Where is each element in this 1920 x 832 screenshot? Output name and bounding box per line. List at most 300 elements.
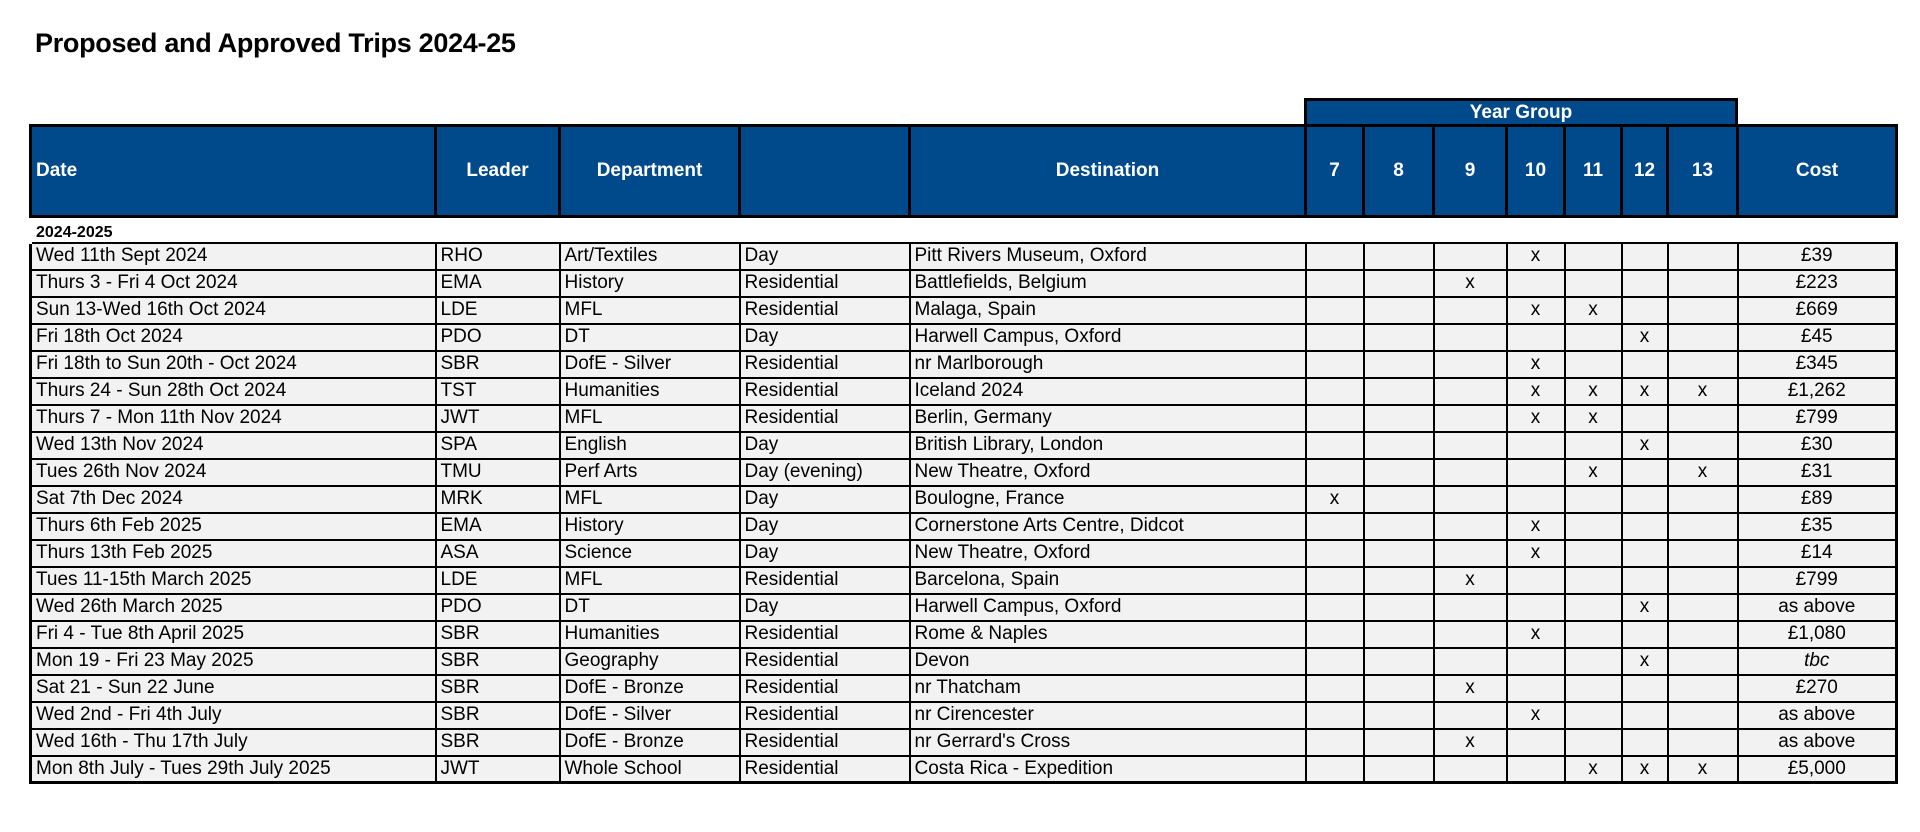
cell-year-8 xyxy=(1364,756,1434,783)
cell-destination: Barcelona, Spain xyxy=(910,567,1306,594)
table-row xyxy=(31,513,1897,540)
cell-year-11 xyxy=(1565,243,1622,270)
cell-year-13 xyxy=(1668,675,1738,702)
cell-type: Residential xyxy=(740,756,910,783)
cell-date: Mon 19 - Fri 23 May 2025 xyxy=(31,648,436,675)
cell-year-9 xyxy=(1434,540,1507,567)
cell-year-7 xyxy=(1306,405,1364,432)
cell-destination: Berlin, Germany xyxy=(910,405,1306,432)
cell-year-12 xyxy=(1622,540,1668,567)
cell-department: History xyxy=(560,270,740,297)
cell-year-10 xyxy=(1507,756,1565,783)
cell-year-10: x xyxy=(1507,702,1565,729)
cell-year-13 xyxy=(1668,324,1738,351)
cell-cost: £669 xyxy=(1738,297,1897,324)
cell-year-11: x xyxy=(1565,459,1622,486)
cell-year-7 xyxy=(1306,459,1364,486)
cell-type: Day xyxy=(740,432,910,459)
section-row xyxy=(31,217,1897,243)
cell-date: Fri 18th Oct 2024 xyxy=(31,324,436,351)
cell-department: MFL xyxy=(560,567,740,594)
cell-year-7 xyxy=(1306,378,1364,405)
cell-date: Wed 11th Sept 2024 xyxy=(31,243,436,270)
cell-date: Fri 4 - Tue 8th April 2025 xyxy=(31,621,436,648)
cell-year-7 xyxy=(1306,594,1364,621)
cell-department: Science xyxy=(560,540,740,567)
cell-type: Residential xyxy=(740,729,910,756)
cell-leader: RHO xyxy=(436,243,560,270)
cell-year-10 xyxy=(1507,594,1565,621)
cell-destination: nr Marlborough xyxy=(910,351,1306,378)
cell-year-8 xyxy=(1364,675,1434,702)
cell-year-12 xyxy=(1622,702,1668,729)
cell-year-11 xyxy=(1565,324,1622,351)
cell-destination: New Theatre, Oxford xyxy=(910,459,1306,486)
cell-year-9 xyxy=(1434,432,1507,459)
cell-type: Day xyxy=(740,243,910,270)
cell-date: Mon 8th July - Tues 29th July 2025 xyxy=(31,756,436,783)
cell-type: Day xyxy=(740,486,910,513)
cell-date: Tues 11-15th March 2025 xyxy=(31,567,436,594)
cell-year-11 xyxy=(1565,729,1622,756)
table-row xyxy=(31,594,1897,621)
cell-year-11 xyxy=(1565,675,1622,702)
cell-year-7 xyxy=(1306,567,1364,594)
cell-year-10 xyxy=(1507,486,1565,513)
cell-year-12 xyxy=(1622,675,1668,702)
cell-destination: Malaga, Spain xyxy=(910,297,1306,324)
cell-year-11 xyxy=(1565,486,1622,513)
cell-year-13 xyxy=(1668,351,1738,378)
cell-year-12: x xyxy=(1622,324,1668,351)
page-title: Proposed and Approved Trips 2024-25 xyxy=(35,28,516,58)
cell-date: Wed 2nd - Fri 4th July xyxy=(31,702,436,729)
cell-year-9 xyxy=(1434,324,1507,351)
cell-year-11 xyxy=(1565,540,1622,567)
cell-department: Art/Textiles xyxy=(560,243,740,270)
cell-year-13 xyxy=(1668,594,1738,621)
cell-year-11 xyxy=(1565,648,1622,675)
cell-year-13 xyxy=(1668,729,1738,756)
col-header-year-7: 7 xyxy=(1306,126,1364,217)
cell-year-12: x xyxy=(1622,594,1668,621)
cell-year-11: x xyxy=(1565,378,1622,405)
cell-year-13 xyxy=(1668,243,1738,270)
cell-date: Thurs 24 - Sun 28th Oct 2024 xyxy=(31,378,436,405)
col-header-year-10: 10 xyxy=(1507,126,1565,217)
cell-year-13 xyxy=(1668,486,1738,513)
cell-year-9 xyxy=(1434,513,1507,540)
cell-leader: EMA xyxy=(436,513,560,540)
cell-year-8 xyxy=(1364,270,1434,297)
cell-year-13 xyxy=(1668,432,1738,459)
cell-year-10: x xyxy=(1507,243,1565,270)
col-header-cost: Cost xyxy=(1738,126,1897,217)
cell-year-7 xyxy=(1306,324,1364,351)
cell-year-9 xyxy=(1434,351,1507,378)
cell-leader: SBR xyxy=(436,702,560,729)
cell-destination: Boulogne, France xyxy=(910,486,1306,513)
cell-year-11 xyxy=(1565,351,1622,378)
col-header-year-12: 12 xyxy=(1622,126,1668,217)
cell-year-7 xyxy=(1306,729,1364,756)
cell-leader: SBR xyxy=(436,351,560,378)
cell-cost: £345 xyxy=(1738,351,1897,378)
cell-leader: MRK xyxy=(436,486,560,513)
table-row xyxy=(31,729,1897,756)
table-row xyxy=(31,324,1897,351)
cell-cost: £5,000 xyxy=(1738,756,1897,783)
cell-type: Residential xyxy=(740,405,910,432)
cell-cost: tbc xyxy=(1738,648,1897,675)
col-header-year-13: 13 xyxy=(1668,126,1738,217)
cell-year-8 xyxy=(1364,432,1434,459)
cell-year-7 xyxy=(1306,243,1364,270)
cell-year-7 xyxy=(1306,675,1364,702)
table-row xyxy=(31,675,1897,702)
cell-year-9 xyxy=(1434,378,1507,405)
cell-year-10: x xyxy=(1507,513,1565,540)
cell-year-9 xyxy=(1434,648,1507,675)
cell-year-10 xyxy=(1507,567,1565,594)
cell-cost: £89 xyxy=(1738,486,1897,513)
cell-year-12 xyxy=(1622,351,1668,378)
cell-date: Sun 13-Wed 16th Oct 2024 xyxy=(31,297,436,324)
cell-destination: nr Gerrard's Cross xyxy=(910,729,1306,756)
cell-year-13 xyxy=(1668,405,1738,432)
cell-date: Thurs 3 - Fri 4 Oct 2024 xyxy=(31,270,436,297)
cell-department: DofE - Silver xyxy=(560,702,740,729)
table-row xyxy=(31,756,1897,783)
cell-department: Geography xyxy=(560,648,740,675)
cell-year-10: x xyxy=(1507,378,1565,405)
cell-year-12 xyxy=(1622,621,1668,648)
cell-department: English xyxy=(560,432,740,459)
cell-destination: Devon xyxy=(910,648,1306,675)
cell-department: History xyxy=(560,513,740,540)
table-row xyxy=(31,270,1897,297)
cell-destination: Cornerstone Arts Centre, Didcot xyxy=(910,513,1306,540)
cell-cost: £270 xyxy=(1738,675,1897,702)
col-header-year-11: 11 xyxy=(1565,126,1622,217)
cell-date: Thurs 6th Feb 2025 xyxy=(31,513,436,540)
cell-destination: Battlefields, Belgium xyxy=(910,270,1306,297)
cell-year-11: x xyxy=(1565,405,1622,432)
cell-year-7 xyxy=(1306,540,1364,567)
cell-year-12 xyxy=(1622,729,1668,756)
cell-leader: SBR xyxy=(436,621,560,648)
cell-department: MFL xyxy=(560,405,740,432)
cell-year-8 xyxy=(1364,297,1434,324)
cell-leader: TMU xyxy=(436,459,560,486)
cell-year-8 xyxy=(1364,243,1434,270)
cell-type: Day (evening) xyxy=(740,459,910,486)
cell-department: MFL xyxy=(560,297,740,324)
cell-leader: EMA xyxy=(436,270,560,297)
cell-year-12: x xyxy=(1622,432,1668,459)
cell-year-8 xyxy=(1364,405,1434,432)
cell-cost: £14 xyxy=(1738,540,1897,567)
table-row xyxy=(31,405,1897,432)
cell-year-13 xyxy=(1668,270,1738,297)
cell-leader: SBR xyxy=(436,675,560,702)
cell-cost: as above xyxy=(1738,729,1897,756)
cell-year-10 xyxy=(1507,459,1565,486)
cell-date: Wed 16th - Thu 17th July xyxy=(31,729,436,756)
cell-destination: British Library, London xyxy=(910,432,1306,459)
cell-leader: SBR xyxy=(436,648,560,675)
cell-year-13 xyxy=(1668,648,1738,675)
cell-year-7 xyxy=(1306,432,1364,459)
cell-type: Day xyxy=(740,540,910,567)
cell-type: Residential xyxy=(740,648,910,675)
cell-date: Tues 26th Nov 2024 xyxy=(31,459,436,486)
cell-year-10 xyxy=(1507,675,1565,702)
cell-year-10 xyxy=(1507,432,1565,459)
table-body xyxy=(31,217,1897,783)
cell-year-12 xyxy=(1622,513,1668,540)
cell-year-10: x xyxy=(1507,405,1565,432)
cell-cost: £223 xyxy=(1738,270,1897,297)
cell-year-10: x xyxy=(1507,297,1565,324)
cell-year-9 xyxy=(1434,243,1507,270)
col-header-department: Department xyxy=(560,126,740,217)
cell-year-7 xyxy=(1306,270,1364,297)
cell-year-13 xyxy=(1668,540,1738,567)
col-header-date: Date xyxy=(31,126,436,217)
cell-cost: £1,080 xyxy=(1738,621,1897,648)
cell-year-8 xyxy=(1364,567,1434,594)
cell-destination: Harwell Campus, Oxford xyxy=(910,594,1306,621)
cell-year-9 xyxy=(1434,756,1507,783)
cell-year-9 xyxy=(1434,702,1507,729)
table-row xyxy=(31,459,1897,486)
cell-department: MFL xyxy=(560,486,740,513)
cell-year-9 xyxy=(1434,297,1507,324)
cell-type: Residential xyxy=(740,378,910,405)
table-row xyxy=(31,243,1897,270)
cell-year-12: x xyxy=(1622,756,1668,783)
cell-date: Fri 18th to Sun 20th - Oct 2024 xyxy=(31,351,436,378)
cell-cost: £30 xyxy=(1738,432,1897,459)
table-header xyxy=(31,126,1897,217)
cell-cost: £45 xyxy=(1738,324,1897,351)
cell-department: DT xyxy=(560,594,740,621)
cell-date: Wed 13th Nov 2024 xyxy=(31,432,436,459)
cell-date: Thurs 7 - Mon 11th Nov 2024 xyxy=(31,405,436,432)
cell-destination: nr Thatcham xyxy=(910,675,1306,702)
cell-department: DT xyxy=(560,324,740,351)
cell-cost: £1,262 xyxy=(1738,378,1897,405)
table-row xyxy=(31,540,1897,567)
cell-year-10 xyxy=(1507,270,1565,297)
cell-destination: Pitt Rivers Museum, Oxford xyxy=(910,243,1306,270)
cell-year-7 xyxy=(1306,621,1364,648)
cell-leader: SBR xyxy=(436,729,560,756)
cell-cost: £31 xyxy=(1738,459,1897,486)
cell-year-7 xyxy=(1306,513,1364,540)
table-row xyxy=(31,351,1897,378)
cell-year-12 xyxy=(1622,243,1668,270)
table-row xyxy=(31,432,1897,459)
cell-year-8 xyxy=(1364,378,1434,405)
cell-year-12 xyxy=(1622,567,1668,594)
cell-leader: ASA xyxy=(436,540,560,567)
cell-year-11 xyxy=(1565,621,1622,648)
cell-leader: LDE xyxy=(436,297,560,324)
cell-year-13 xyxy=(1668,702,1738,729)
cell-year-13: x xyxy=(1668,756,1738,783)
cell-destination: Iceland 2024 xyxy=(910,378,1306,405)
cell-year-7 xyxy=(1306,351,1364,378)
cell-year-8 xyxy=(1364,729,1434,756)
table-row xyxy=(31,486,1897,513)
cell-year-9: x xyxy=(1434,567,1507,594)
cell-type: Residential xyxy=(740,270,910,297)
cell-department: Perf Arts xyxy=(560,459,740,486)
cell-type: Day xyxy=(740,513,910,540)
cell-year-11: x xyxy=(1565,756,1622,783)
cell-year-7 xyxy=(1306,702,1364,729)
cell-destination: Costa Rica - Expedition xyxy=(910,756,1306,783)
cell-cost: £799 xyxy=(1738,405,1897,432)
col-header-leader: Leader xyxy=(436,126,560,217)
cell-cost: as above xyxy=(1738,702,1897,729)
cell-type: Day xyxy=(740,594,910,621)
table-row xyxy=(31,297,1897,324)
cell-leader: PDO xyxy=(436,594,560,621)
cell-destination: Rome & Naples xyxy=(910,621,1306,648)
cell-department: DofE - Bronze xyxy=(560,729,740,756)
cell-year-11: x xyxy=(1565,297,1622,324)
cell-year-13: x xyxy=(1668,459,1738,486)
cell-year-9: x xyxy=(1434,729,1507,756)
cell-department: Whole School xyxy=(560,756,740,783)
cell-year-10 xyxy=(1507,729,1565,756)
cell-year-13 xyxy=(1668,621,1738,648)
cell-year-12 xyxy=(1622,405,1668,432)
cell-date: Thurs 13th Feb 2025 xyxy=(31,540,436,567)
cell-type: Residential xyxy=(740,351,910,378)
cell-year-11 xyxy=(1565,270,1622,297)
cell-destination: Harwell Campus, Oxford xyxy=(910,324,1306,351)
cell-date: Sat 7th Dec 2024 xyxy=(31,486,436,513)
cell-date: Wed 26th March 2025 xyxy=(31,594,436,621)
cell-leader: JWT xyxy=(436,405,560,432)
cell-year-9 xyxy=(1434,621,1507,648)
cell-leader: TST xyxy=(436,378,560,405)
cell-type: Residential xyxy=(740,621,910,648)
cell-year-9 xyxy=(1434,405,1507,432)
cell-year-7: x xyxy=(1306,486,1364,513)
cell-year-10 xyxy=(1507,648,1565,675)
cell-leader: LDE xyxy=(436,567,560,594)
cell-year-11 xyxy=(1565,432,1622,459)
cell-year-10: x xyxy=(1507,621,1565,648)
col-header-destination: Destination xyxy=(910,126,1306,217)
cell-year-11 xyxy=(1565,513,1622,540)
cell-leader: PDO xyxy=(436,324,560,351)
cell-year-9: x xyxy=(1434,675,1507,702)
table-row xyxy=(31,702,1897,729)
cell-year-9: x xyxy=(1434,270,1507,297)
cell-destination: New Theatre, Oxford xyxy=(910,540,1306,567)
cell-date: Sat 21 - Sun 22 June xyxy=(31,675,436,702)
table-row xyxy=(31,567,1897,594)
cell-year-7 xyxy=(1306,648,1364,675)
cell-type: Residential xyxy=(740,297,910,324)
cell-year-9 xyxy=(1434,459,1507,486)
cell-type: Residential xyxy=(740,702,910,729)
cell-year-11 xyxy=(1565,702,1622,729)
cell-year-12 xyxy=(1622,297,1668,324)
cell-year-8 xyxy=(1364,648,1434,675)
cell-type: Day xyxy=(740,324,910,351)
cell-cost: £799 xyxy=(1738,567,1897,594)
col-header-type xyxy=(740,126,910,217)
cell-year-11 xyxy=(1565,594,1622,621)
cell-year-13 xyxy=(1668,513,1738,540)
table-row xyxy=(31,621,1897,648)
cell-leader: JWT xyxy=(436,756,560,783)
trips-table xyxy=(29,124,1898,784)
cell-year-10 xyxy=(1507,324,1565,351)
cell-year-8 xyxy=(1364,621,1434,648)
cell-year-9 xyxy=(1434,486,1507,513)
cell-year-12 xyxy=(1622,270,1668,297)
cell-year-7 xyxy=(1306,756,1364,783)
cell-year-8 xyxy=(1364,702,1434,729)
cell-year-7 xyxy=(1306,297,1364,324)
cell-department: DofE - Silver xyxy=(560,351,740,378)
col-header-year-9: 9 xyxy=(1434,126,1507,217)
cell-cost: £35 xyxy=(1738,513,1897,540)
cell-department: DofE - Bronze xyxy=(560,675,740,702)
cell-department: Humanities xyxy=(560,621,740,648)
cell-leader: SPA xyxy=(436,432,560,459)
cell-year-12: x xyxy=(1622,648,1668,675)
cell-year-13: x xyxy=(1668,378,1738,405)
cell-destination: nr Cirencester xyxy=(910,702,1306,729)
col-header-year-8: 8 xyxy=(1364,126,1434,217)
year-group-header: Year Group xyxy=(1304,98,1738,125)
cell-year-8 xyxy=(1364,324,1434,351)
cell-year-9 xyxy=(1434,594,1507,621)
table-row xyxy=(31,648,1897,675)
cell-year-8 xyxy=(1364,351,1434,378)
cell-year-12 xyxy=(1622,459,1668,486)
cell-department: Humanities xyxy=(560,378,740,405)
cell-year-8 xyxy=(1364,594,1434,621)
cell-year-12: x xyxy=(1622,378,1668,405)
cell-year-11 xyxy=(1565,567,1622,594)
cell-type: Residential xyxy=(740,567,910,594)
cell-year-12 xyxy=(1622,486,1668,513)
cell-year-8 xyxy=(1364,486,1434,513)
cell-year-10: x xyxy=(1507,540,1565,567)
table-row xyxy=(31,378,1897,405)
cell-year-13 xyxy=(1668,567,1738,594)
cell-year-10: x xyxy=(1507,351,1565,378)
cell-year-8 xyxy=(1364,540,1434,567)
cell-year-13 xyxy=(1668,297,1738,324)
cell-cost: £39 xyxy=(1738,243,1897,270)
cell-cost: as above xyxy=(1738,594,1897,621)
section-label: 2024-2025 xyxy=(31,217,1897,243)
cell-type: Residential xyxy=(740,675,910,702)
cell-year-8 xyxy=(1364,513,1434,540)
cell-year-8 xyxy=(1364,459,1434,486)
